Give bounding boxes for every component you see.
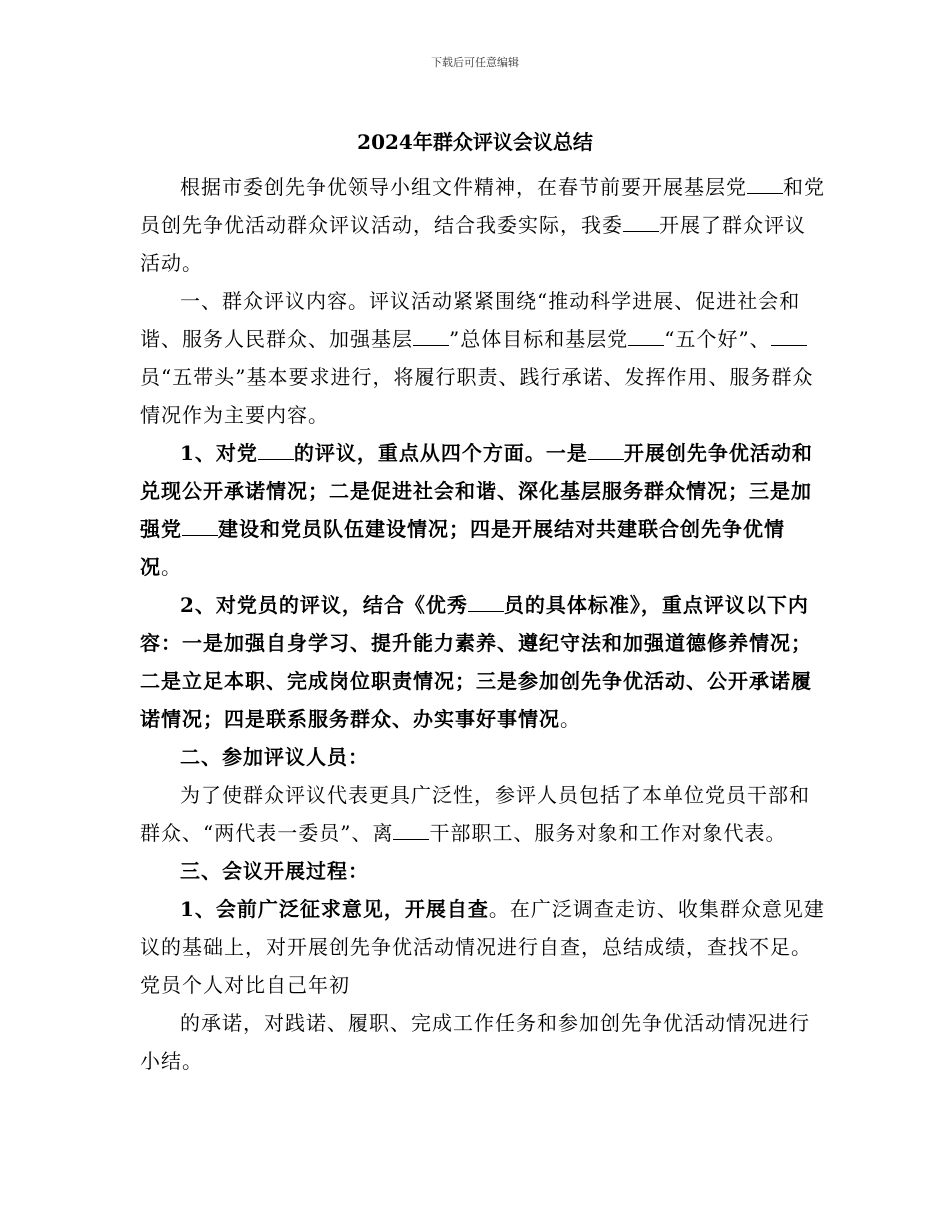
paragraph-section-2-heading: 二、参加评议人员： [180,745,369,769]
blank-line [628,323,664,346]
header-note: 下载后可任意编辑 [431,56,519,69]
paragraph-participants: 为了使群众评议代表更具广泛性，参评人员包括了本单位党员干部和群众、“两代表一委员”、离 干部职工、服务对象和工作对象代表。 [140,783,810,845]
blank-line [413,323,449,346]
paragraph-section-1: 一、群众评议内容。评议活动紧紧围绕“推动科学进展、促进社会和谐、服务人民群众、加强基层 ”总体目标和基层党 “五个好”、员“五带头”基本要求进行，将履行职责、践行承诺、发挥作用、服务群众情况作为主要内容。 [140,289,814,427]
blank-line [468,589,504,612]
blank-line [588,437,624,460]
blank-line [771,323,807,346]
document-title: 2024年群众评议会议总结 [357,130,593,154]
paragraph-item-2: 2、对党员的评议，结合《优秀 员的具体标准》，重点评议以下内容：一是加强自身学习、提升能力素养、遵纪守法和加强道德修养情况；二是立足本职、完成岗位职责情况；三是参加创先争优活动、公开承诺履诺情况；四是联系服务群众、办实事好事情况。 [140,586,826,738]
paragraph-section-3-heading: 三、会议开展过程： [180,859,369,883]
paragraph-process-1: 1、会前广泛征求意见，开展自查。在广泛调查走访、收集群众意见建议的基础上，对开展创先争优活动情况进行自查，总结成绩，查找不足。党员个人对比自己年初 [140,897,825,997]
blank-line [747,171,783,194]
blank-line [182,513,218,536]
paragraph-process-1-cont: 的承诺，对践诺、履职、完成工作任务和参加创先争优活动情况进行小结。 [140,1011,810,1073]
blank-line [623,209,659,232]
paragraph-intro: 根据市委创先争优领导小组文件精神，在春节前要开展基层党 和党员创先争优活动群众评议活动，结合我委实际，我委 开展了群众评议活动。 [140,168,826,282]
blank-line [393,817,429,840]
paragraph-item-1: 1、对党 的评议，重点从四个方面。一是 开展创先争优活动和兑现公开承诺情况；二是促进社会和谐、深化基层服务群众情况；三是加强党 建设和党员队伍建设情况；四是开展结对共建联合创先争优情况。 [140,434,826,586]
blank-line [258,437,294,460]
document-body [140,168,826,1080]
